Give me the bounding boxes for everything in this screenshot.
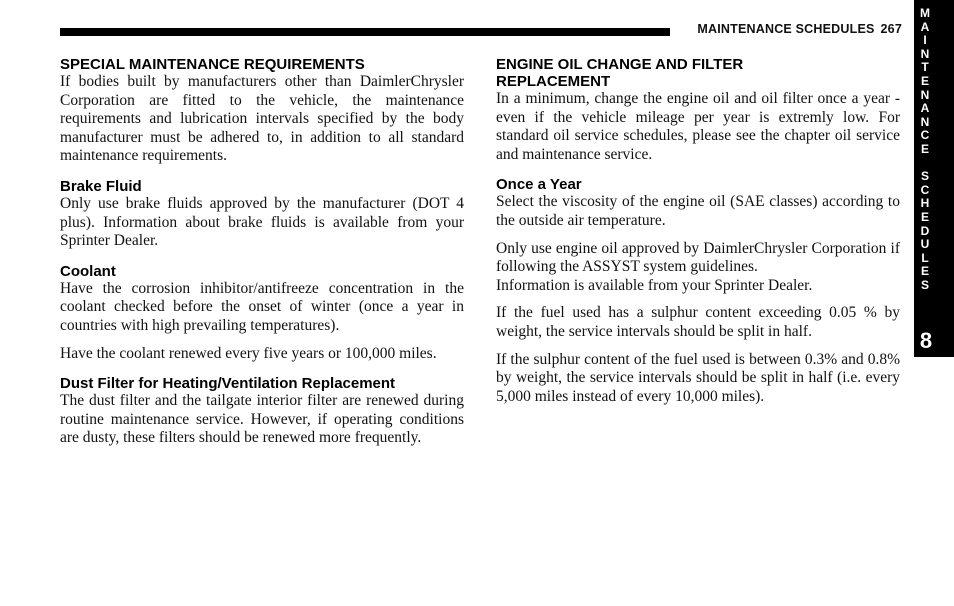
engine-oil-text: In a minimum, change the engine oil and oil filter once a year - even if the vehicle mileage per year is extremly low. For standard oil service schedules, please see the chapter oil service and maintenance service.	[496, 90, 900, 163]
side-tab-letter: E	[920, 141, 929, 156]
side-tab-letter: M	[920, 6, 930, 20]
side-tab-letter: I	[923, 33, 927, 48]
chapter-side-tab	[914, 0, 954, 357]
side-tab-letter: E	[920, 264, 929, 279]
side-tab-letter: N	[920, 114, 930, 129]
side-tab-letter: S	[920, 277, 929, 292]
side-tab-letter: C	[920, 182, 930, 197]
engine-oil-heading-line2: REPLACEMENT	[496, 73, 611, 90]
dealer-info-text: Information is available from your Sprinter Dealer.	[496, 276, 813, 294]
coolant-heading: Coolant	[60, 262, 116, 280]
left-column	[60, 56, 464, 448]
running-title: MAINTENANCE SCHEDULES	[697, 22, 875, 36]
side-tab-letter: E	[920, 209, 929, 224]
side-tab-letter: A	[920, 101, 930, 116]
side-tab-letter: U	[920, 237, 930, 252]
side-tab-letter: N	[920, 46, 930, 61]
engine-oil-heading	[496, 56, 900, 90]
side-tab-letter: N	[920, 87, 930, 102]
running-header	[697, 22, 902, 36]
page-number: 267	[880, 22, 902, 36]
side-tab-letter: H	[920, 196, 930, 211]
side-tab-letter: A	[920, 19, 930, 34]
side-tab-letter: E	[920, 73, 929, 88]
side-tab-letter: C	[920, 128, 930, 143]
side-tab-letter: T	[921, 60, 929, 75]
side-tab-letters	[914, 7, 936, 292]
chapter-number: 8	[919, 328, 933, 353]
viscosity-text: Select the viscosity of the engine oil (SAE classes) according to the outside air temperature.	[496, 193, 900, 229]
side-tab-letter: S	[920, 169, 929, 184]
header-rule	[60, 28, 670, 36]
brake-fluid-text: Only use brake fluids approved by the manufacturer (DOT 4 plus). Information about brake fluids is available from your Sprinter Dealer.	[60, 194, 464, 250]
side-tab-letter: D	[920, 223, 930, 238]
dust-filter-heading: Dust Filter for Heating/Ventilation Replacement	[60, 375, 396, 393]
brake-fluid-heading: Brake Fluid	[60, 177, 142, 195]
coolant-text-1: Have the corrosion inhibitor/antifreeze concentration in the coolant checked before the onset of winter (once a year in countries with high prevailing temperatures).	[60, 279, 464, 334]
side-tab-letter: L	[921, 250, 929, 265]
special-maintenance-text: If bodies built by manufacturers other than DaimlerChrysler Corporation are fitted to the vehicle, the maintenance requirements and lubrication intervals specified by the body manufacturer must be adhered to, in addition to all standard maintenance requirements.	[60, 73, 464, 165]
approved-oil-text: Only use engine oil approved by DaimlerChrysler Corporation if following the ASSYST system guidelines.	[496, 239, 900, 276]
right-column	[496, 56, 900, 406]
dust-filter-text: The dust filter and the tailgate interior filter are renewed during routine maintenance service. However, if operating conditions are dusty, these filters should be renewed more frequently.	[60, 392, 464, 447]
sulphur-text-2: If the sulphur content of the fuel used is between 0.3% and 0.8% by weight, the service intervals should be split in half (i.e. every 5,000 miles instead of every 10,000 miles).	[496, 350, 900, 405]
sulphur-text-1: If the fuel used has a sulphur content exceeding 0.05 % by weight, the service intervals should be split in half.	[496, 304, 900, 340]
coolant-text-2: Have the coolant renewed every five years or 100,000 miles.	[60, 344, 437, 362]
special-maintenance-heading: SPECIAL MAINTENANCE REQUIREMENTS	[60, 56, 365, 73]
engine-oil-heading-line1: ENGINE OIL CHANGE AND FILTER	[496, 56, 744, 73]
once-a-year-heading: Once a Year	[496, 176, 582, 194]
